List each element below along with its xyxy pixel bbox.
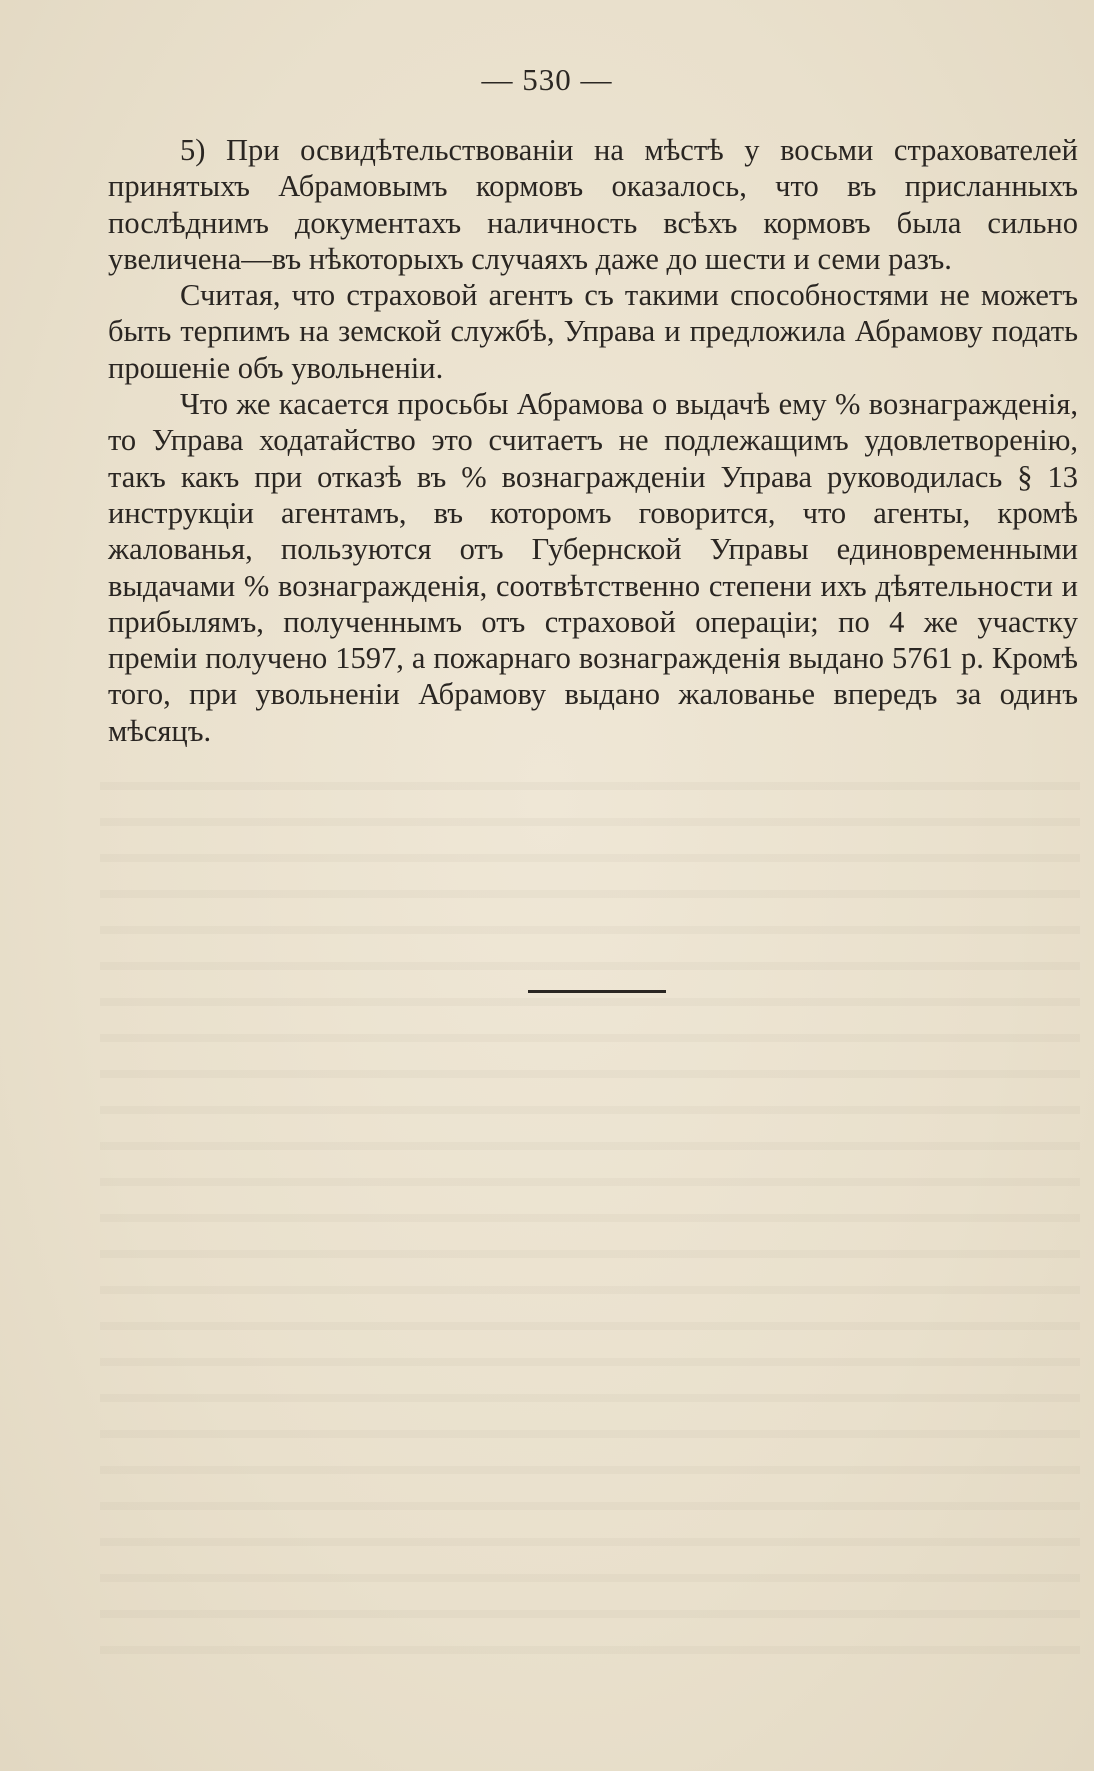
section-divider	[528, 990, 666, 993]
body-text	[108, 132, 1078, 749]
paragraph-3: Что же касается просьбы Абрамова о выдачѣ ему % вознагражденія, то Управа ходатайство это считаетъ не подлежащимъ удовлетворенію, такъ какъ при отказѣ въ % вознагражденіи Управа руководилась § 13 инструкціи агентамъ, въ которомъ говорится, что агенты, кромѣ жалованья, пользуются отъ Губернской Управы единовременными выдачами % вознагражденія, соотвѣтственно степени ихъ дѣятельности и прибылямъ, полученнымъ отъ страховой операціи; по 4 же участку преміи получено 1597, а пожарнаго вознагражденія выдано 5761 р. Кромѣ того, при увольненіи Абрамову выдано жалованье впередъ за одинъ мѣсяцъ.	[108, 387, 1078, 748]
page-number: — 530 —	[481, 62, 613, 97]
paragraph-1: 5) При освидѣтельствованіи на мѣстѣ у восьми страхователей принятыхъ Абрамовымъ кормовъ оказалось, что въ присланныхъ послѣднимъ документахъ наличность всѣхъ кормовъ была сильно увеличена—въ нѣкоторыхъ случаяхъ даже до шести и семи разъ.	[108, 133, 1078, 276]
bleed-through-texture	[100, 760, 1080, 1680]
paragraph-2: Считая, что страховой агентъ съ такими способностями не можетъ быть терпимъ на земской службѣ, Управа и предложила Абрамову подать прошеніе объ увольненіи.	[108, 278, 1078, 385]
